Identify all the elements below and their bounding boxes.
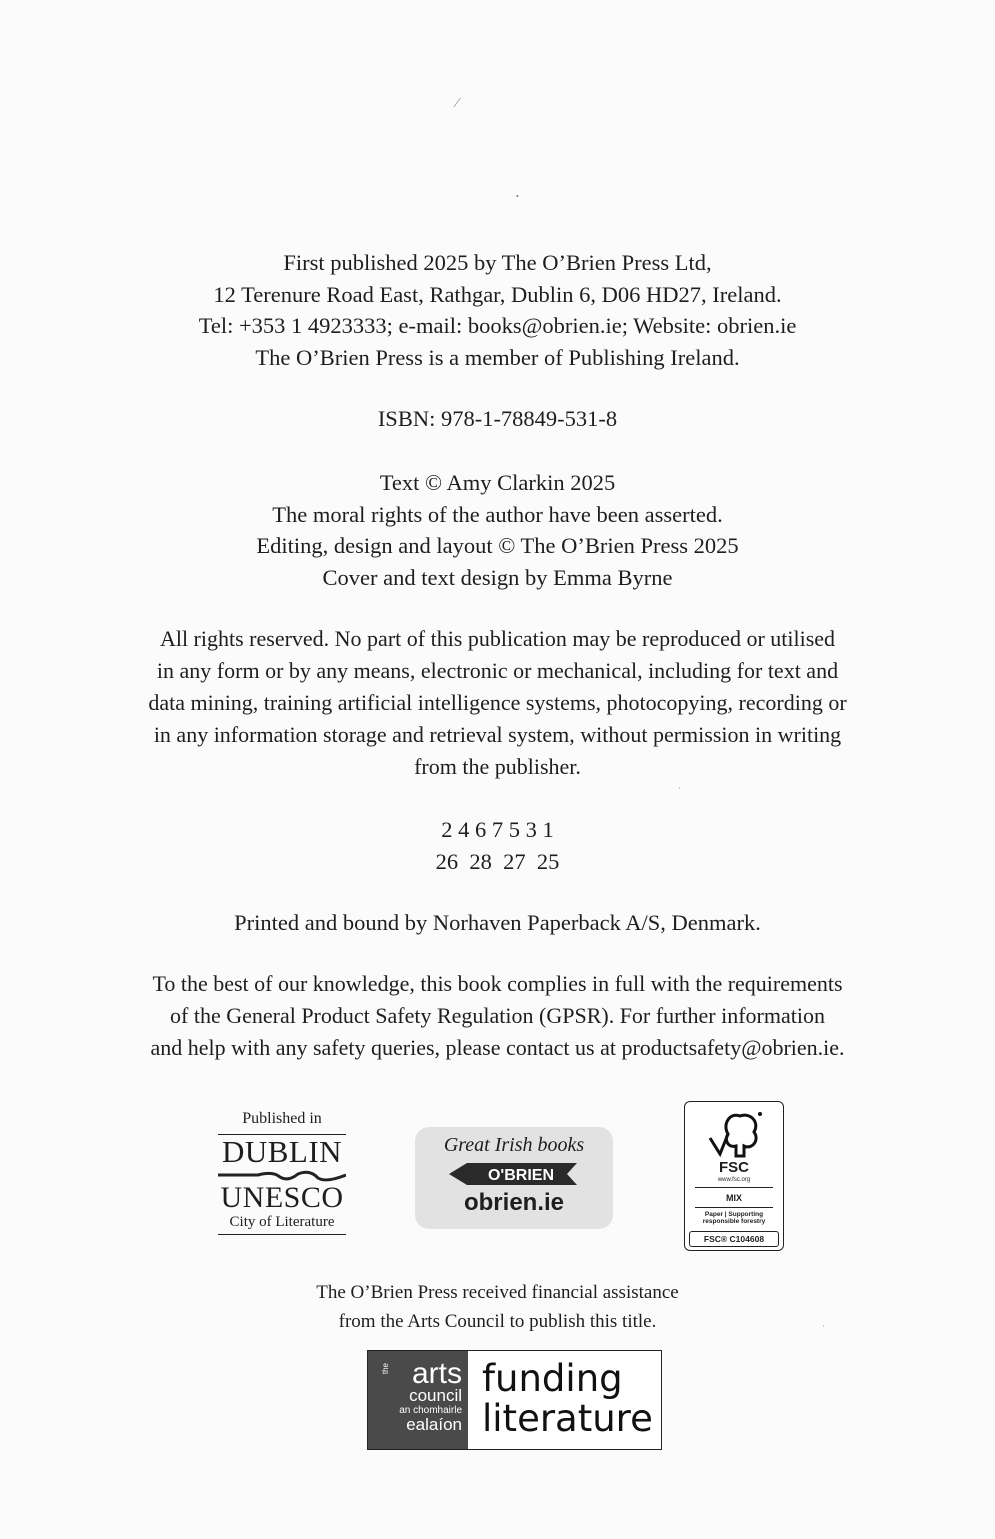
fsc-name: FSC	[719, 1159, 749, 1176]
funding-note-line: from the Arts Council to publish this title.	[338, 1311, 657, 1332]
rights-line: in any information storage and retrieval system, without permission in writing	[153, 722, 842, 747]
fsc-logo	[684, 1101, 784, 1251]
funding-label: funding	[482, 1357, 623, 1400]
divider	[695, 1207, 773, 1208]
fsc-paper-line: responsible forestry	[702, 1218, 766, 1225]
isbn-block	[120, 403, 875, 435]
gpsr-block	[120, 968, 875, 1064]
print-line: 2 4 6 7 5 3 1	[441, 817, 554, 842]
council-label: council	[409, 1386, 462, 1405]
fsc-mix: MIX	[725, 1193, 742, 1203]
credit-line: Editing, design and layout © The O’Brien Press 2025	[256, 533, 739, 558]
unesco-label: UNESCO	[220, 1181, 344, 1214]
funding-literature-text	[482, 1359, 653, 1439]
funding-note	[120, 1278, 875, 1336]
rights-line: data mining, training artificial intelligence systems, photocopying, recording or	[148, 690, 847, 715]
printer-block	[120, 907, 875, 939]
credit-line: Text © Amy Clarkin 2025	[379, 470, 616, 495]
credits-block	[120, 467, 875, 593]
rights-line: All rights reserved. No part of this publication may be reproduced or utilised	[159, 626, 836, 651]
imprint-block	[120, 247, 875, 373]
divider	[218, 1234, 346, 1235]
city-of-literature-label: City of Literature	[229, 1214, 335, 1230]
arts-label: arts	[411, 1357, 462, 1390]
fsc-code: FSC® C104608	[689, 1231, 779, 1247]
rights-block	[120, 623, 875, 783]
obrien-banner-icon	[449, 1160, 579, 1188]
arts-council-logo	[367, 1350, 662, 1450]
imprint-line: The O’Brien Press is a member of Publishing Ireland.	[255, 344, 740, 370]
gpsr-line: of the General Product Safety Regulation (GPSR). For further information	[170, 1003, 825, 1028]
credit-line: Cover and text design by Emma Byrne	[322, 564, 673, 590]
fsc-website: www.fsc.org	[717, 1177, 751, 1183]
credit-line: The moral rights of the author have been asserted.	[272, 501, 723, 527]
printer: Printed and bound by Norhaven Paperback A/S, Denmark.	[234, 910, 761, 935]
imprint-line: 12 Terenure Road East, Rathgar, Dublin 6, D06 HD27, Ireland.	[213, 281, 782, 307]
funding-note-line: The O’Brien Press received financial assistance	[316, 1282, 679, 1303]
gpsr-line: and help with any safety queries, please contact us at productsafety@obrien.ie.	[150, 1035, 845, 1060]
dublin-label: DUBLIN	[221, 1134, 343, 1169]
divider	[695, 1187, 773, 1188]
imprint-line: Tel: +353 1 4923333; e-mail: books@obrien.ie; Website: obrien.ie	[198, 313, 797, 338]
fsc-paper-line: Paper | Supporting	[704, 1211, 764, 1218]
stray-dot: •	[516, 192, 519, 201]
isbn: ISBN: 978-1-78849-531-8	[377, 406, 618, 431]
the-label: the	[381, 1363, 390, 1375]
stray-dot: ·	[678, 784, 681, 793]
years-line: 26 28 27 25	[435, 848, 560, 874]
fsc-tree-icon	[702, 1110, 766, 1160]
obrien-tagline: Great Irish books	[443, 1134, 585, 1156]
rights-line: from the publisher.	[414, 754, 581, 779]
obrien-url: obrien.ie	[463, 1189, 565, 1216]
imprint-line: First published 2025 by The O’Brien Press Ltd,	[283, 250, 712, 275]
rights-line: in any form or by any means, electronic or mechanical, including for text and	[156, 658, 839, 683]
chomhairle-label: an chomhairle	[399, 1405, 462, 1416]
published-in-label: Published in	[242, 1110, 322, 1127]
print-numbers	[120, 814, 875, 877]
obrien-logo	[415, 1127, 613, 1229]
arts-council-panel	[368, 1351, 468, 1449]
literature-label: literature	[482, 1397, 653, 1440]
stray-mark: ⁄	[456, 96, 459, 111]
dublin-unesco-logo	[218, 1108, 346, 1235]
stray-dot: ·	[822, 1322, 825, 1331]
ealaion-label: ealaíon	[406, 1415, 462, 1434]
gpsr-line: To the best of our knowledge, this book complies in full with the requirements	[152, 971, 843, 996]
obrien-banner-text: O'BRIEN	[487, 1167, 555, 1184]
